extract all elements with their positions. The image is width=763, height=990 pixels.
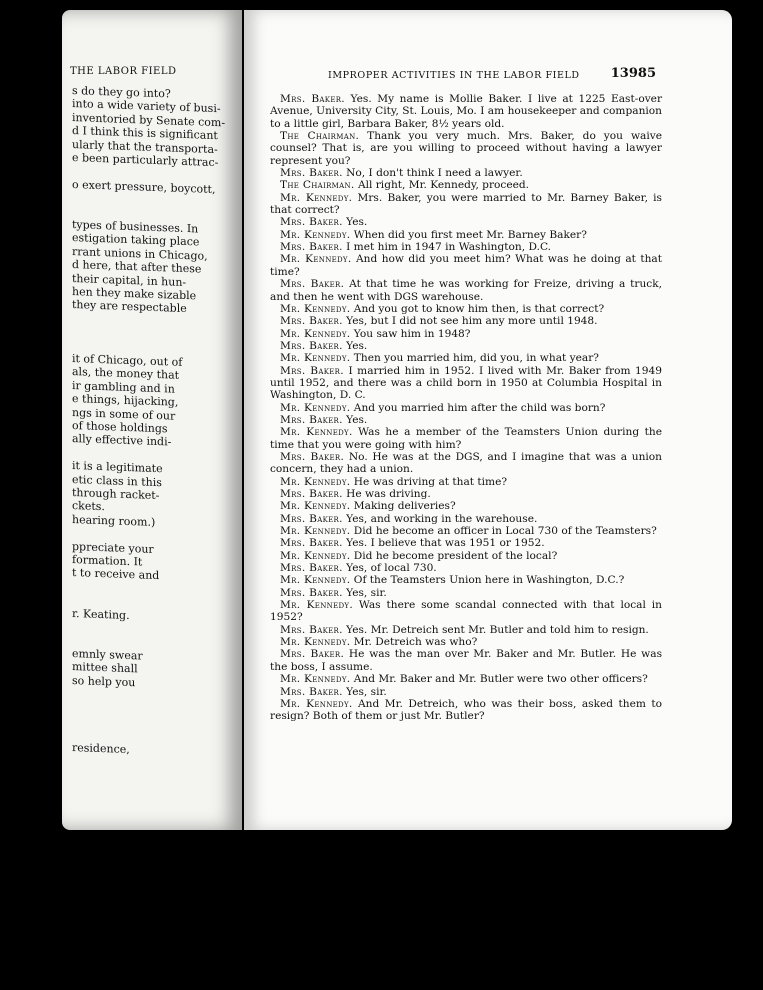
- speaker-name: Mr. Kennedy.: [280, 697, 353, 710]
- testimony-paragraph: [270, 216, 662, 228]
- testimony-paragraph: [270, 599, 662, 624]
- testimony-paragraph: [270, 476, 662, 488]
- left-page-line: ularly that the transporta-: [72, 137, 218, 156]
- statement-text: Yes.: [342, 216, 368, 229]
- left-page-line: d I think this is significant: [72, 124, 218, 143]
- testimony-paragraph: [270, 525, 662, 537]
- statement-text: When did you first meet Mr. Barney Baker?: [350, 228, 587, 241]
- speaker-name: Mrs. Baker.: [280, 586, 343, 599]
- statement-text: Was there some scandal connected with that local in 1952?: [270, 599, 662, 624]
- left-page-line: ppreciate your: [72, 539, 154, 556]
- speaker-name: Mr. Kennedy.: [280, 525, 351, 538]
- speaker-name: Mr. Kennedy.: [280, 636, 351, 649]
- testimony-paragraph: [270, 624, 662, 636]
- speaker-name: Mr. Kennedy.: [280, 191, 353, 204]
- left-page-line: d here, that after these: [72, 258, 202, 276]
- left-page-line: als, the money that: [72, 365, 180, 383]
- left-page-line: [72, 594, 242, 600]
- testimony-paragraph: [270, 402, 662, 414]
- statement-text: He was the man over Mr. Baker and Mr. Butler. He was the boss, I assume.: [270, 648, 663, 673]
- statement-text: And Mr. Baker and Mr. Butler were two other officers?: [350, 673, 648, 686]
- statement-text: I married him in 1952. I lived with Mr. Baker from 1949 until 1952, and there was a child born in 1950 at Columbia Hospital in Washington, D. C.: [270, 364, 663, 402]
- speaker-name: Mrs. Baker.: [280, 241, 343, 254]
- testimony-paragraph: [270, 513, 662, 525]
- statement-text: Yes.: [342, 413, 368, 426]
- left-page-line: formation. It: [72, 553, 143, 569]
- speaker-name: Mr. Kennedy.: [280, 500, 351, 513]
- speaker-name: The Chairman.: [280, 130, 360, 143]
- left-page-line: r. Keating.: [72, 606, 130, 622]
- speaker-name: Mrs. Baker.: [280, 278, 345, 291]
- speaker-name: Mrs. Baker.: [280, 364, 344, 377]
- left-page-line: ckets.: [72, 499, 105, 514]
- testimony-paragraph: [270, 537, 662, 549]
- left-page-line: [72, 728, 242, 734]
- testimony-paragraph: [270, 673, 662, 685]
- statement-text: At that time he was working for Freize, driving a truck, and then he went with DGS warehouse.: [270, 278, 662, 303]
- left-page-line: through racket-: [72, 486, 160, 503]
- testimony-paragraph: [270, 93, 662, 130]
- left-page-line: ir gambling and in: [72, 378, 175, 396]
- speaker-name: Mrs. Baker.: [280, 648, 345, 661]
- left-page-line: ngs in some of our: [72, 405, 176, 423]
- statement-text: Yes, and working in the warehouse.: [342, 512, 538, 525]
- statement-text: And how did you meet him? What was he doing at that time?: [270, 253, 663, 278]
- left-page-line: [72, 206, 242, 212]
- statement-text: Yes, but I did not see him any more until 1948.: [342, 315, 598, 328]
- speaker-name: Mrs. Baker.: [280, 488, 343, 500]
- left-page-line: ally effective indi-: [72, 432, 172, 449]
- speaker-name: Mr. Kennedy.: [280, 549, 351, 562]
- page-header: IMPROPER ACTIVITIES IN THE LABOR FIELD: [328, 70, 580, 81]
- speaker-name: Mr. Kennedy.: [280, 302, 351, 315]
- testimony-paragraph: [270, 241, 662, 253]
- speaker-name: Mrs. Baker.: [280, 315, 343, 328]
- testimony-paragraph: [270, 315, 662, 327]
- statement-text: Was he a member of the Teamsters Union during the time that you were going with him?: [270, 426, 662, 451]
- testimony-paragraph: [270, 500, 662, 512]
- speaker-name: Mrs. Baker.: [280, 623, 343, 636]
- testimony-paragraph: [270, 303, 662, 315]
- left-page-line: hen they make sizable: [72, 285, 197, 303]
- statement-text: Yes.: [342, 339, 368, 352]
- statement-text: You saw him in 1948?: [350, 327, 471, 340]
- testimony-paragraph: [270, 562, 662, 574]
- testimony-paragraph: [270, 587, 662, 599]
- testimony-paragraph: [270, 636, 662, 648]
- testimony-paragraph: [270, 414, 662, 426]
- speaker-name: Mrs. Baker.: [280, 562, 343, 575]
- speaker-name: Mrs. Baker.: [280, 685, 343, 698]
- speaker-name: Mrs. Baker.: [280, 167, 343, 180]
- statement-text: No, I don't think I need a lawyer.: [342, 167, 523, 180]
- testimony-paragraph: [270, 253, 662, 278]
- statement-text: Yes. I believe that was 1951 or 1952.: [342, 537, 545, 550]
- left-page-line: it of Chicago, out of: [72, 352, 183, 369]
- testimony-paragraph: [270, 340, 662, 352]
- testimony-paragraph: [270, 130, 662, 167]
- left-page-line: of those holdings: [72, 419, 168, 436]
- testimony-paragraph: [270, 426, 662, 451]
- statement-text: Yes, of local 730.: [342, 562, 437, 575]
- left-page-line: inventoried by Senate com-: [72, 110, 226, 130]
- statement-text: Mr. Detreich was who?: [350, 636, 478, 649]
- left-page-line: e things, hijacking,: [72, 392, 179, 409]
- speaker-name: Mrs. Baker.: [280, 216, 343, 229]
- speaker-name: Mrs. Baker.: [280, 339, 343, 352]
- right-page: [244, 10, 732, 830]
- statement-text: I met him in 1947 in Washington, D.C.: [342, 241, 552, 254]
- statement-text: Did he become president of the local?: [350, 549, 558, 562]
- left-page-line: emnly swear: [72, 646, 143, 663]
- left-page-line: [72, 634, 242, 640]
- testimony-text: [270, 93, 662, 723]
- speaker-name: Mr. Kennedy.: [280, 673, 351, 686]
- left-page-line: o exert pressure, boycott,: [72, 177, 216, 196]
- testimony-paragraph: [270, 365, 662, 402]
- speaker-name: Mr. Kennedy.: [280, 253, 352, 266]
- testimony-paragraph: [270, 179, 662, 191]
- left-page-line: they are respectable: [72, 298, 187, 316]
- left-page-line: hearing room.): [72, 512, 156, 529]
- testimony-paragraph: [270, 550, 662, 562]
- left-page-line: mittee shall: [72, 660, 138, 676]
- left-page-line: [72, 340, 242, 346]
- testimony-paragraph: [270, 451, 662, 476]
- left-page-line: [72, 715, 242, 721]
- speaker-name: Mrs. Baker.: [280, 93, 345, 105]
- speaker-name: Mrs. Baker.: [280, 537, 343, 550]
- speaker-name: Mr. Kennedy.: [280, 426, 353, 439]
- statement-text: Yes, sir.: [342, 685, 387, 698]
- page-header-row: [244, 66, 732, 82]
- speaker-name: Mr. Kennedy.: [280, 228, 351, 241]
- testimony-paragraph: [270, 574, 662, 586]
- statement-text: Thank you very much. Mrs. Baker, do you waive counsel? That is, are you willing to proceed without having a lawyer represent you?: [270, 130, 662, 167]
- speaker-name: Mrs. Baker.: [280, 413, 343, 426]
- left-page-line: rrant unions in Chicago,: [72, 244, 208, 263]
- statement-text: Yes. Mr. Detreich sent Mr. Butler and told him to resign.: [342, 623, 649, 636]
- left-page-line: e been particularly attrac-: [72, 151, 219, 170]
- left-page-line: it is a legitimate: [72, 459, 163, 476]
- left-page-line: t to receive and: [72, 566, 160, 583]
- statement-text: And you got to know him then, is that correct?: [350, 302, 605, 315]
- testimony-paragraph: [270, 352, 662, 364]
- testimony-paragraph: [270, 278, 662, 303]
- testimony-paragraph: [270, 328, 662, 340]
- left-page-line: etic class in this: [72, 472, 162, 489]
- page-number: 13985: [610, 66, 656, 81]
- statement-text: Mrs. Baker, you were married to Mr. Barney Baker, is that correct?: [270, 191, 662, 217]
- left-page-line: [72, 701, 242, 707]
- left-page-line: estigation taking place: [72, 231, 200, 249]
- statement-text: All right, Mr. Kennedy, proceed.: [354, 179, 530, 192]
- left-page-line: into a wide variety of busi-: [72, 97, 221, 116]
- statement-text: Of the Teamsters Union here in Washington, D.C.?: [350, 574, 625, 587]
- statement-text: Yes. My name is Mollie Baker. I live at 1225 East-over Avenue, University City, St. Louis, Mo. I am housekeeper and companion to a little girl, Barbara Baker, 8½ years old.: [270, 93, 663, 130]
- statement-text: And you married him after the child was born?: [350, 401, 606, 414]
- testimony-paragraph: [270, 229, 662, 241]
- speaker-name: Mr. Kennedy.: [280, 599, 353, 612]
- statement-text: Yes, sir.: [342, 586, 387, 599]
- speaker-name: Mr. Kennedy.: [280, 475, 351, 488]
- speaker-name: The Chairman.: [280, 179, 355, 192]
- testimony-paragraph: [270, 192, 662, 217]
- statement-text: He was driving.: [342, 488, 431, 500]
- left-page-fragment: [62, 10, 242, 830]
- left-running-head: THE LABOR FIELD: [70, 66, 177, 77]
- speaker-name: Mr. Kennedy.: [280, 574, 351, 587]
- speaker-name: Mr. Kennedy.: [280, 401, 351, 414]
- testimony-paragraph: [270, 686, 662, 698]
- testimony-paragraph: [270, 167, 662, 179]
- testimony-paragraph: [270, 488, 662, 500]
- statement-text: Then you married him, did you, in what year?: [350, 352, 599, 365]
- testimony-paragraph: [270, 648, 662, 673]
- left-page-line: [72, 326, 242, 332]
- speaker-name: Mr. Kennedy.: [280, 352, 351, 365]
- left-page-line: so help you: [72, 673, 136, 689]
- statement-text: Making deliveries?: [350, 500, 456, 513]
- statement-text: No. He was at the DGS, and I imagine that was a union concern, they had a union.: [270, 450, 662, 476]
- left-page-line: residence,: [72, 740, 130, 756]
- left-page-line: s do they go into?: [72, 84, 171, 101]
- statement-text: And Mr. Detreich, who was their boss, asked them to resign? Both of them or just Mr. Butler?: [270, 697, 663, 723]
- speaker-name: Mr. Kennedy.: [280, 327, 351, 340]
- speaker-name: Mrs. Baker.: [280, 512, 343, 525]
- left-page-line: types of businesses. In: [72, 218, 199, 236]
- left-page-line: their capital, in hun-: [72, 271, 187, 289]
- speaker-name: Mrs. Baker.: [280, 450, 345, 463]
- testimony-paragraph: [270, 698, 662, 723]
- statement-text: He was driving at that time?: [350, 475, 508, 488]
- statement-text: Did he become an officer in Local 730 of the Teamsters?: [350, 525, 657, 538]
